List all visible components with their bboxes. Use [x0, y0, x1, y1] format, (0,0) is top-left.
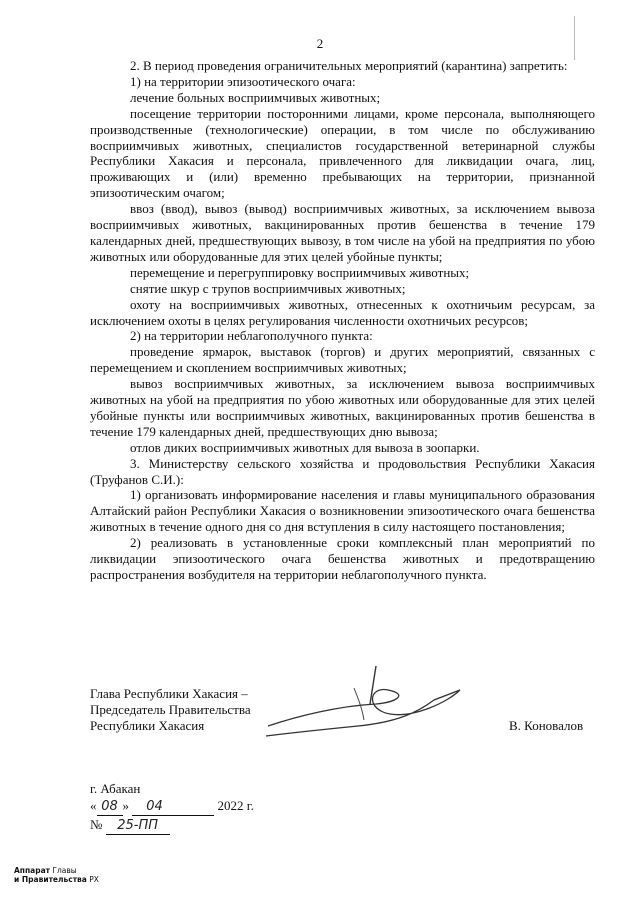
date-close-quote: »	[122, 798, 129, 813]
paragraph: проведение ярмарок, выставок (торгов) и других мероприятий, связанных с перемещением и скоплением восприимчивых животных;	[90, 344, 595, 376]
paragraph: 2) на территории неблагополучного пункта:	[130, 328, 373, 344]
resolution-body	[90, 58, 595, 583]
paragraph: 1) на территории эпизоотического очага:	[130, 73, 356, 89]
paragraph: посещение территории посторонними лицами, кроме персонала, выполняющего производственные (технологические) операции, в том числе по обслуживанию восприимчивых животных, специалистов государственной ветеринарной службы Республики Хакасия и персонала, привлеченного для ликвидации очага, лиц, проживающих и (или) временно пребывающих на территории, признанной эпизоотическим очагом;	[90, 105, 595, 201]
number-sign: №	[90, 817, 103, 832]
number-value: 25-ПП	[106, 817, 170, 835]
signatory-title	[90, 686, 251, 734]
paragraph: 1) организовать информирование населения и главы муниципального образования Алтайский район Республики Хакасия о возникновении эпизоотического очага бешенства животных в течение одного дня со дня вступления в силу настоящего постановления;	[90, 487, 595, 535]
paragraph: снятие шкур с трупов восприимчивых животных;	[130, 280, 406, 296]
paragraph: 2. В период проведения ограничительных мероприятий (карантина) запретить:	[130, 58, 568, 73]
date-day: 08	[97, 798, 123, 816]
date-year: 2022 г.	[217, 798, 254, 813]
paragraph: перемещение и перегруппировку восприимчивых животных;	[130, 264, 470, 280]
adoption-details	[90, 780, 254, 835]
date-month: 04	[132, 798, 214, 816]
paragraph: 2) реализовать в установленные сроки комплексный план мероприятий по ликвидации эпизоотического очага бешенства животных и предотвращению распространения возбудителя на территории неблагополучного пункта.	[90, 535, 595, 582]
paragraph: охоту на восприимчивых животных, отнесенных к охотничьим ресурсам, за исключением охоты в целях регулирования численности охотничьих ресурсов;	[90, 296, 595, 328]
resolution-number	[90, 816, 254, 835]
signer-name: В. Коновалов	[509, 718, 584, 733]
paragraph: ввоз (ввод), вывоз (вывод) восприимчивых животных, за исключением вывоза восприимчивых животных, вакцинированных против бешенства в течение 179 календарных дней, предшествующих вывозу, в том числе на убой на предприятия по убою животных или оборудованные для этих целей убойные пункты;	[90, 201, 595, 264]
stamp-line: и Правительства РХ	[14, 875, 99, 884]
page-number: 2	[316, 36, 324, 51]
signatory-title-line: Председатель Правительства	[90, 702, 251, 717]
date-open-quote: «	[90, 798, 97, 813]
office-stamp	[14, 866, 99, 884]
signatory-title-line: Глава Республики Хакасия –	[90, 686, 248, 701]
signatory-title-line: Республики Хакасия	[90, 718, 205, 733]
paragraph: лечение больных восприимчивых животных;	[130, 89, 381, 105]
stamp-line: Аппарат Главы	[14, 866, 77, 875]
adoption-date	[90, 797, 254, 816]
paragraph: 3. Министерству сельского хозяйства и продовольствия Республики Хакасия (Труфанов С.И.):	[90, 455, 595, 487]
paragraph: вывоз восприимчивых животных, за исключением вывоза восприимчивых животных на убой на предприятия по убою животных или оборудованные для этих целей убойные пункты или восприимчивых животных, вакцинированных против бешенства в течение 179 календарных дней, предшествующих дню вывоза;	[90, 376, 595, 439]
paragraph: отлов диких восприимчивых животных для вывоза в зоопарки.	[130, 439, 480, 455]
place-of-adoption: г. Абакан	[90, 781, 141, 796]
handwritten-signature	[258, 664, 478, 744]
